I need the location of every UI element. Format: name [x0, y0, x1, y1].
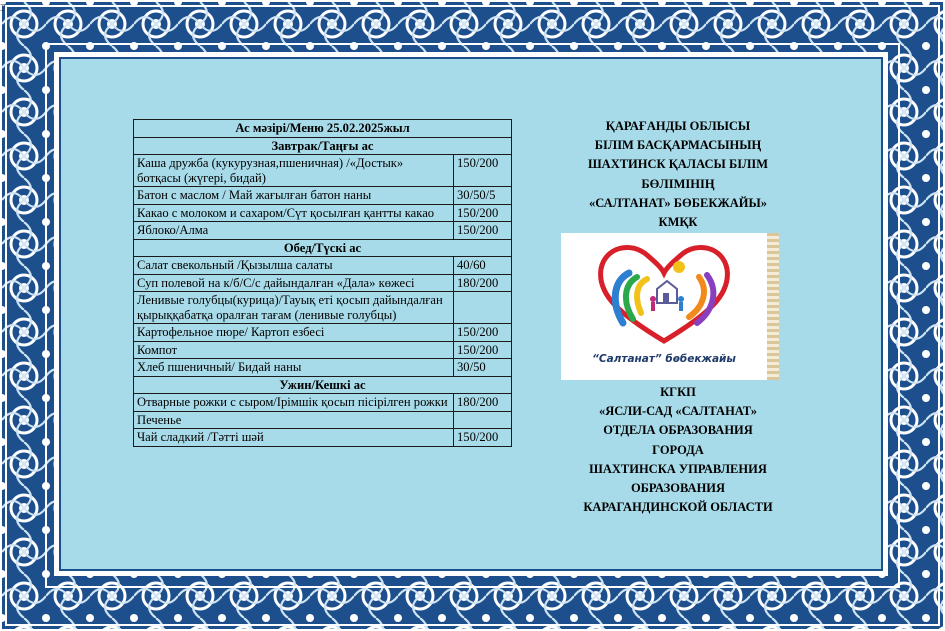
dish-portion: 150/200: [454, 341, 512, 359]
dish-name: Каша дружба (кукурузная,пшеничная) /«Достык» ботқасы (жүгері, бидай): [134, 155, 454, 187]
org-line: БӨЛІМІНІҢ: [641, 176, 715, 191]
org-line: КМҚК: [658, 215, 698, 230]
org-line: ОБРАЗОВАНИЯ: [630, 481, 726, 496]
dish-portion: 150/200: [454, 324, 512, 342]
dish-name: Ленивые голубцы(курица)/Тауық еті қосып дайындалған қырыққабатқа оралған тағам (ленивые голубцы): [134, 292, 454, 324]
org-line: ОТДЕЛА ОБРАЗОВАНИЯ: [603, 423, 753, 438]
dish-portion: 40/60: [454, 257, 512, 275]
table-row: [134, 292, 512, 324]
table-row: [134, 359, 512, 377]
section-heading-lunch: Обед/Түскі ас: [134, 239, 512, 257]
decorative-strip: [767, 233, 779, 380]
dish-name: Печенье: [134, 411, 454, 429]
org-line: ШАХТИНСКА УПРАВЛЕНИЯ: [589, 461, 767, 476]
organization-name-ru: [548, 383, 808, 517]
table-row: [134, 222, 512, 240]
dish-name: Яблоко/Алма: [134, 222, 454, 240]
dish-portion: 150/200: [454, 222, 512, 240]
kindergarten-logo: [561, 233, 779, 380]
org-line: «САЛТАНАТ» БӨБЕКЖАЙЫ»: [588, 195, 768, 210]
dish-portion: 180/200: [454, 274, 512, 292]
table-row: [134, 324, 512, 342]
table-row: [134, 204, 512, 222]
dish-name: Какао с молоком и сахаром/Сүт қосылған қантты какао: [134, 204, 454, 222]
section-heading-breakfast: Завтрак/Таңғы ас: [134, 137, 512, 155]
dish-portion: 150/200: [454, 429, 512, 447]
org-line: «ЯСЛИ-САД «САЛТАНАТ»: [598, 404, 757, 419]
org-line: БІЛІМ БАСҚАРМАСЫНЫҢ: [594, 138, 762, 153]
table-row: [134, 429, 512, 447]
dish-portion: 30/50: [454, 359, 512, 377]
text-cursor-icon: ⌶: [0, 4, 6, 14]
table-row: [134, 394, 512, 412]
dish-portion: [454, 292, 512, 324]
table-row: [134, 411, 512, 429]
dish-name: Компот: [134, 341, 454, 359]
org-line: КАРАГАНДИНСКОЙ ОБЛАСТИ: [583, 500, 773, 515]
dish-portion: 150/200: [454, 155, 512, 187]
org-line: ҚАРАҒАНДЫ ОБЛЫСЫ: [605, 119, 751, 133]
org-line: ШАХТИНСК ҚАЛАСЫ БІЛІМ: [587, 157, 769, 172]
table-row: [134, 274, 512, 292]
dish-name: Суп полевой на к/б/С/с дайындалған «Дала» көжесі: [134, 274, 454, 292]
org-line: КГКП: [660, 385, 696, 399]
dish-name: Хлеб пшеничный/ Бидай наны: [134, 359, 454, 377]
dish-name: Картофельное пюре/ Картоп езбесі: [134, 324, 454, 342]
organization-name-kz: [548, 117, 808, 232]
logo-caption: “Салтанат” бөбекжайы: [592, 353, 736, 365]
dish-name: Чай сладкий /Тәтті шәй: [134, 429, 454, 447]
table-row: [134, 341, 512, 359]
dish-portion: 180/200: [454, 394, 512, 412]
section-heading-dinner: Ужин/Кешкі ас: [134, 376, 512, 394]
menu-table: [133, 119, 512, 447]
dish-name: Батон с маслом / Май жағылған батон наны: [134, 187, 454, 205]
dish-portion: 150/200: [454, 204, 512, 222]
dish-name: Салат свекольный /Қызылша салаты: [134, 257, 454, 275]
dish-name: Отварные рожки с сыром/Ірімшік қосып пісірілген рожки: [134, 394, 454, 412]
table-row: [134, 155, 512, 187]
heart-logo-icon: [561, 233, 767, 351]
menu-title: Ас мәзірі/Меню 25.02.2025жыл: [134, 120, 512, 138]
org-line: ГОРОДА: [652, 442, 704, 457]
dish-portion: [454, 411, 512, 429]
table-row: [134, 257, 512, 275]
dish-portion: 30/50/5: [454, 187, 512, 205]
table-row: [134, 187, 512, 205]
